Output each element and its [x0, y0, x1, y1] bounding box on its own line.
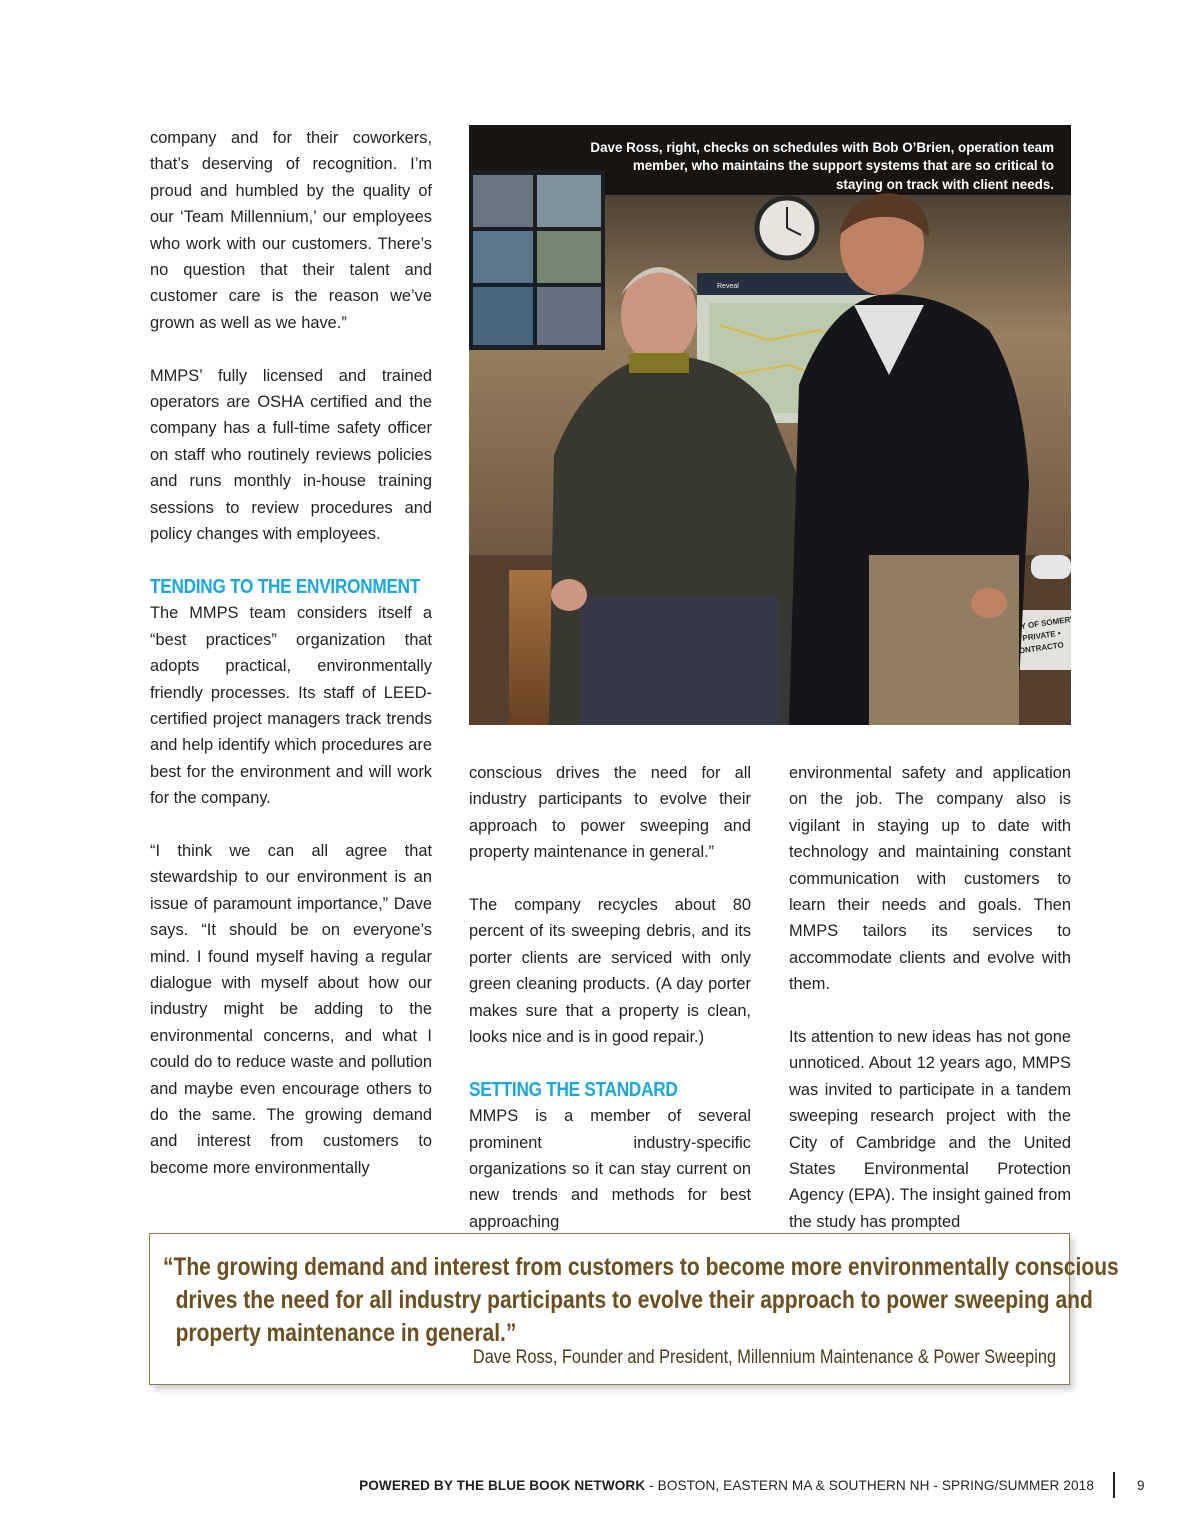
paragraph: The MMPS team considers itself a “best practices” organization that adopts practical, environmentally friendly processes. Its staff of LEED-certified project managers track trends and help identify which procedures are best for the environment and will work for the company. — [150, 604, 432, 808]
article-column-2 — [469, 760, 751, 1235]
caption-line: staying on track with client needs. — [835, 176, 1054, 192]
page-footer — [359, 1478, 1094, 1493]
quote-line: drives the need for all industry participants to evolve their approach to power sweeping and — [175, 1286, 1093, 1314]
paragraph: The company recycles about 80 percent of its sweeping debris, and its porter clients are serviced with only green cleaning products. (A day porter makes sure that a property is clean, looks nice and is in good repair.) — [469, 896, 751, 1047]
pull-quote-text — [163, 1251, 1119, 1350]
footer-edition: - BOSTON, EASTERN MA & SOUTHERN NH - SPRING/SUMMER 2018 — [645, 1478, 1094, 1493]
section-heading-environment: TENDING TO THE ENVIRONMENT — [150, 575, 421, 598]
paragraph: Its attention to new ideas has not gone unnoticed. About 12 years ago, MMPS was invited to participate in a tandem sweeping research project with the City of Cambridge and the United States Environmental Protection Agency (EPA). The insight gained from the study has prompted — [789, 1028, 1071, 1231]
paragraph: MMPS is a member of several prominent industry-specific organizations so it can stay current on new trends and methods for best approaching — [469, 1107, 751, 1231]
article-photo — [469, 125, 1071, 725]
paragraph: MMPS’ fully licensed and trained operators are OSHA certified and the company has a full-time safety officer on staff who routinely reviews policies and runs monthly in-house training sessions to review procedures and policy changes with employees. — [150, 366, 432, 544]
section-heading-standard: SETTING THE STANDARD — [469, 1078, 678, 1101]
office-photo-illustration — [469, 125, 1071, 725]
footer-divider — [1113, 1472, 1115, 1498]
paragraph: conscious drives the need for all industry participants to evolve their approach to power sweeping and property maintenance in general.” — [469, 764, 751, 862]
photo-caption — [534, 139, 1054, 194]
quote-line: property maintenance in general.” — [175, 1319, 517, 1347]
caption-line: Dave Ross, right, checks on schedules with Bob O’Brien, operation team — [590, 140, 1054, 155]
page-number: 9 — [1137, 1478, 1145, 1493]
pull-quote-attribution: Dave Ross, Founder and President, Millennium Maintenance & Power Sweeping — [472, 1347, 1056, 1368]
article-column-1 — [150, 125, 432, 1181]
paragraph: company and for their coworkers, that’s deserving of recognition. I’m proud and humbled by the quality of our ‘Team Millennium,’ our employees who work with our customers. There’s no question that their talent and customer care is the reason we’ve grown as well as we have.” — [150, 129, 432, 332]
caption-line: member, who maintains the support systems that are so critical to — [632, 158, 1054, 174]
pull-quote — [149, 1233, 1119, 1385]
paragraph: “I think we can all agree that stewardship to our environment is an issue of paramount importance,” Dave says. “It should be on everyone’s mind. I found myself having a regular dialogue with myself about how our industry might be adding to the environmental concerns, and what I could do to reduce waste and pollution and maybe even encourage others to do the same. The growing demand and interest from customers to become more environmentally — [150, 841, 432, 1177]
footer-brand: POWERED BY THE BLUE BOOK NETWORK — [359, 1478, 646, 1493]
article-column-3 — [789, 760, 1071, 1235]
paragraph: environmental safety and application on the job. The company also is vigilant in staying up to date with technology and maintaining constant communication with customers to learn their needs and goals. Then MMPS tailors its services to accommodate clients and evolve with them. — [789, 764, 1071, 994]
quote-line: “The growing demand and interest from customers to become more environmentally conscious — [163, 1253, 1119, 1281]
